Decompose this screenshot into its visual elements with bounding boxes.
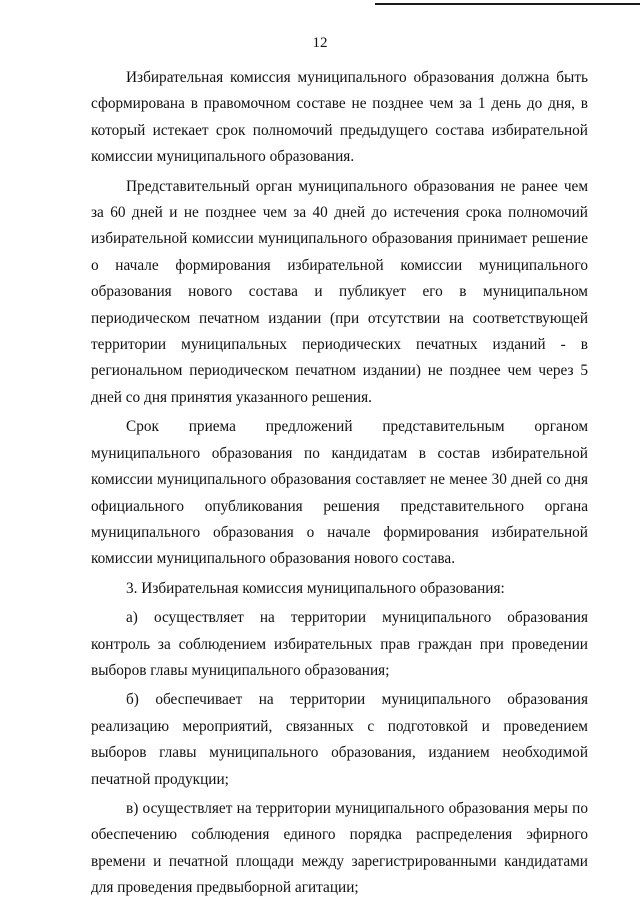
paragraph-formation-decision: Представительный орган муниципального образования не ранее чем за 60 дней и не позднее чем за 40 дней до истечения срока полномочий избирательной комиссии муниципального образования принимает решение о начале формирования избирательной комиссии муниципального образования нового состава и публикует его в муниципальном периодическом печатном издании (при отсутствии на соответствующей территории муниципальных периодических печатных изданий - в региональном периодическом печатном издании) не позднее чем через 5 дней со дня принятия указанного решения. [91, 177, 588, 406]
list-item-b: б) обеспечивает на территории муниципального образования реализацию мероприятий, связанных с подготовкой и проведением выборов главы муниципального образования, изданием необходимой печатной продукции; [91, 691, 588, 788]
document-body [91, 65, 588, 902]
paragraph-proposal-period: Срок приема предложений представительным органом муниципального образования по кандидатам в состав избирательной комиссии муниципального образования составляет не менее 30 дней со дня официального опубликования решения представительного органа муниципального образования о начале формирования избирательной комиссии муниципального образования нового состава. [91, 418, 588, 568]
top-rule [375, 3, 640, 5]
paragraph-commission-formation-deadline: Избирательная комиссия муниципального образования должна быть сформирована в правомочном составе не позднее чем за 1 день до дня, в который истекает срок полномочий предыдущего состава избирательной комиссии муниципального образования. [91, 69, 588, 166]
page-number: 12 [312, 35, 328, 51]
list-item-a: а) осуществляет на территории муниципального образования контроль за соблюдением избирательных прав граждан при проведении выборов главы муниципального образования; [91, 609, 588, 679]
list-item-c: в) осуществляет на территории муниципального образования меры по обеспечению соблюдения единого порядка распределения эфирного времени и печатной площади между зарегистрированными кандидатами для проведения предвыборной агитации; [91, 799, 588, 897]
paragraph-section-3-heading: 3. Избирательная комиссия муниципального образования: [126, 579, 505, 597]
